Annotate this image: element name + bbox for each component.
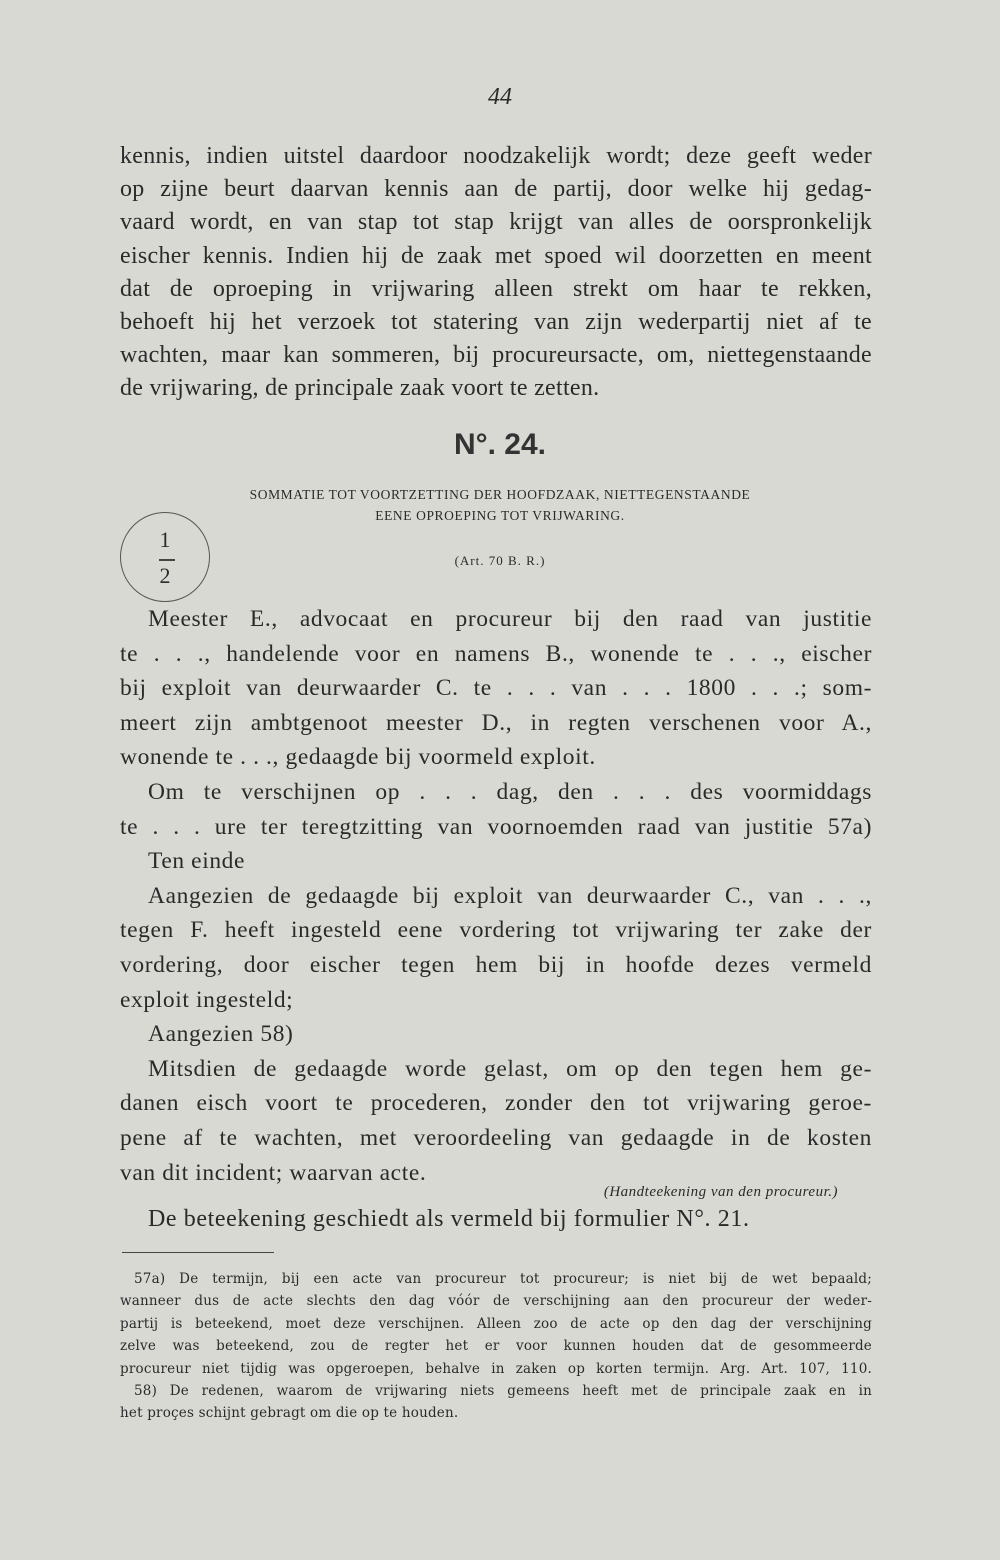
footnotes	[120, 1268, 872, 1425]
footnote-line: zelve was beteekend, zou de regter het er voor kunnen houden dat de gesommeerde	[120, 1338, 872, 1355]
footnote-line: partij is beteekend, moet deze verschijnen. Alleen zoo de acte op den dag der verschijning	[120, 1315, 872, 1332]
stamp-denominator: 2	[159, 563, 171, 588]
form-line: te . . ., handelende voor en namens B., wonende te . . ., eischer	[120, 640, 872, 667]
article-reference: (Art. 70 B. R.)	[454, 553, 546, 568]
footnote-line: het proçes schijnt gebragt om die op te houden.	[120, 1405, 459, 1422]
intro-line: eischer kennis. Indien hij de zaak met spoed wil doorzetten en meent	[120, 242, 872, 269]
intro-paragraph	[120, 140, 872, 406]
closing-sentence: De beteekening geschiedt als vermeld bij formulier N°. 21.	[148, 1206, 750, 1232]
intro-line: de vrijwaring, de principale zaak voort te zetten.	[120, 375, 600, 402]
form-line: Mitsdien de gedaagde worde gelast, om op den tegen hem ge-	[148, 1055, 872, 1082]
form-line: tegen F. heeft ingesteld eene vordering tot vrijwaring ter zake der	[120, 917, 872, 944]
form-title-line: EENE OPROEPING TOT VRIJWARING.	[375, 508, 625, 523]
form-line: te . . . ure ter teregtzitting van voornoemden raad van justitie 57a)	[120, 813, 872, 840]
form-title	[120, 484, 880, 526]
footnote-line: 58) De redenen, waarom de vrijwaring niets gemeens heeft met de principale zaak en in	[134, 1382, 872, 1399]
form-line: bij exploit van deurwaarder C. te . . . van . . . 1800 . . .; som-	[120, 675, 872, 702]
stamp-numerator: 1	[159, 527, 171, 552]
footnote-line: wanneer dus de acte slechts den dag vóór de verschijning aan den procureur der weder-	[120, 1293, 872, 1310]
form-line: Aangezien 58)	[148, 1021, 294, 1048]
form-line: meert zijn ambtgenoot meester D., in regten verschenen voor A.,	[120, 709, 872, 736]
intro-line: kennis, indien uitstel daardoor noodzakelijk wordt; deze geeft weder	[120, 143, 872, 169]
form-line: pene af te wachten, met veroordeeling van gedaagde in de kosten	[120, 1124, 872, 1151]
form-title-line: SOMMATIE TOT VOORTZETTING DER HOOFDZAAK, NIETTEGENSTAANDE	[249, 487, 751, 502]
footnote-line: procureur niet tijdig was opgeroepen, behalve in zaken op korten termijn. Arg. Art. 107, 110.	[120, 1360, 872, 1377]
form-body	[120, 602, 872, 1190]
form-line: Meester E., advocaat en procureur bij den raad van justitie	[148, 606, 872, 632]
footnote-line: 57a) De termijn, bij een acte van procureur tot procureur; is niet bij de wet bepaald;	[134, 1271, 872, 1287]
intro-line: behoeft hij het verzoek tot statering van zijn wederpartij niet af te	[120, 308, 872, 335]
form-line: wonende te . . ., gedaagde bij voormeld exploit.	[120, 744, 596, 771]
form-line: exploit ingesteld;	[120, 986, 294, 1013]
signature-note: (Handteekening van den procureur.)	[603, 1184, 838, 1200]
intro-line: wachten, maar kan sommeren, bij procureursacte, om, niettegenstaande	[120, 342, 872, 369]
form-line: Aangezien de gedaagde bij exploit van deurwaarder C., van . . .,	[148, 882, 872, 909]
page-number: 44	[488, 84, 512, 110]
form-line: Ten einde	[148, 848, 246, 875]
form-line: van dit incident; waarvan acte.	[120, 1159, 427, 1186]
form-number-heading: N°. 24.	[453, 428, 547, 461]
intro-line: op zijne beurt daarvan kennis aan de partij, door welke hij gedag-	[120, 176, 872, 203]
form-line: vordering, door eischer tegen hem bij in hoofde dezes vermeld	[120, 951, 872, 978]
intro-line: vaard wordt, en van stap tot stap krijgt van alles de oorspronkelijk	[120, 209, 872, 236]
intro-line: dat de oproeping in vrijwaring alleen strekt om haar te rekken,	[120, 275, 872, 302]
footnote-divider	[122, 1252, 274, 1253]
form-line: danen eisch voort te procederen, zonder den tot vrijwaring geroe-	[120, 1090, 872, 1117]
form-line: Om te verschijnen op . . . dag, den . . . des voormiddags	[148, 778, 872, 805]
